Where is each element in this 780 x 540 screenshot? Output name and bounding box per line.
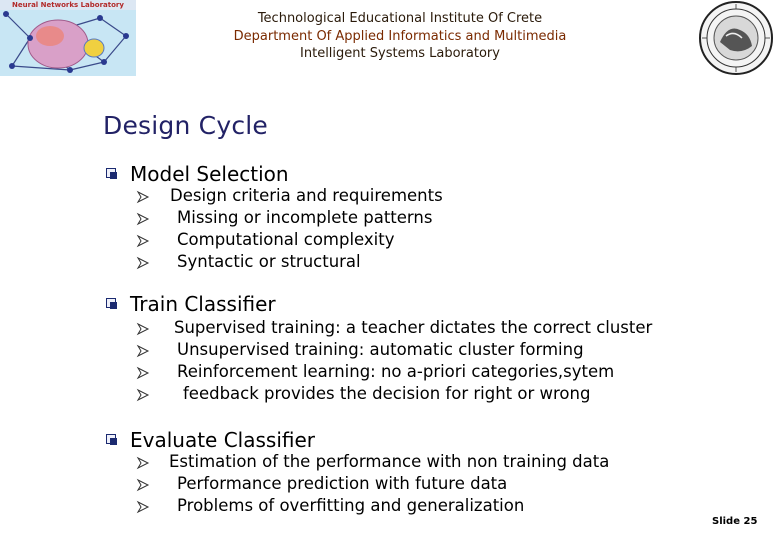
item-text: Supervised training: a teacher dictates the correct cluster bbox=[174, 318, 653, 337]
neural-networks-lab-logo bbox=[0, 0, 136, 76]
arrow-bullet-icon bbox=[137, 367, 149, 379]
item-text: Computational complexity bbox=[177, 230, 395, 249]
item-text: Performance prediction with future data bbox=[177, 474, 508, 493]
item-text: Problems of overfitting and generalization bbox=[177, 496, 525, 515]
arrow-bullet-icon bbox=[137, 479, 149, 491]
item-text: feedback provides the decision for right or wrong bbox=[183, 384, 591, 403]
item-text: Reinforcement learning: no a-priori categories,sytem bbox=[177, 362, 615, 381]
arrow-bullet-icon bbox=[137, 501, 149, 513]
arrow-bullet-icon bbox=[137, 213, 149, 225]
section-title: Train Classifier bbox=[130, 292, 276, 316]
section-title: Evaluate Classifier bbox=[130, 428, 316, 452]
slide-number: Slide 25 bbox=[712, 516, 758, 527]
arrow-bullet-icon bbox=[137, 257, 149, 269]
header-department: Department Of Applied Informatics and Multimedia bbox=[233, 28, 567, 44]
header-institute: Technological Educational Institute Of Crete bbox=[257, 11, 543, 26]
institute-seal-logo bbox=[696, 0, 776, 76]
seal-graphic bbox=[696, 0, 776, 76]
arrow-bullet-icon bbox=[137, 323, 149, 335]
arrow-bullet-icon bbox=[137, 191, 149, 203]
arrow-bullet-icon bbox=[137, 235, 149, 247]
header-laboratory: Intelligent Systems Laboratory bbox=[300, 46, 500, 61]
square-bullet-icon bbox=[106, 168, 116, 178]
institution-header bbox=[150, 10, 650, 63]
arrow-bullet-icon bbox=[137, 345, 149, 357]
slide-title: Design Cycle bbox=[103, 111, 268, 140]
arrow-bullet-icon bbox=[137, 389, 149, 401]
item-text: Missing or incomplete patterns bbox=[177, 208, 433, 227]
square-bullet-icon bbox=[106, 434, 116, 444]
section-title: Model Selection bbox=[130, 162, 289, 186]
item-text: Estimation of the performance with non training data bbox=[169, 452, 610, 471]
item-text: Syntactic or structural bbox=[177, 252, 361, 271]
network-graphic bbox=[0, 10, 136, 76]
item-text: Unsupervised training: automatic cluster forming bbox=[177, 340, 584, 359]
square-bullet-icon bbox=[106, 298, 116, 308]
arrow-bullet-icon bbox=[137, 457, 149, 469]
logo-banner-text: Neural Networks Laboratory bbox=[0, 0, 136, 10]
item-text: Design criteria and requirements bbox=[170, 186, 443, 205]
